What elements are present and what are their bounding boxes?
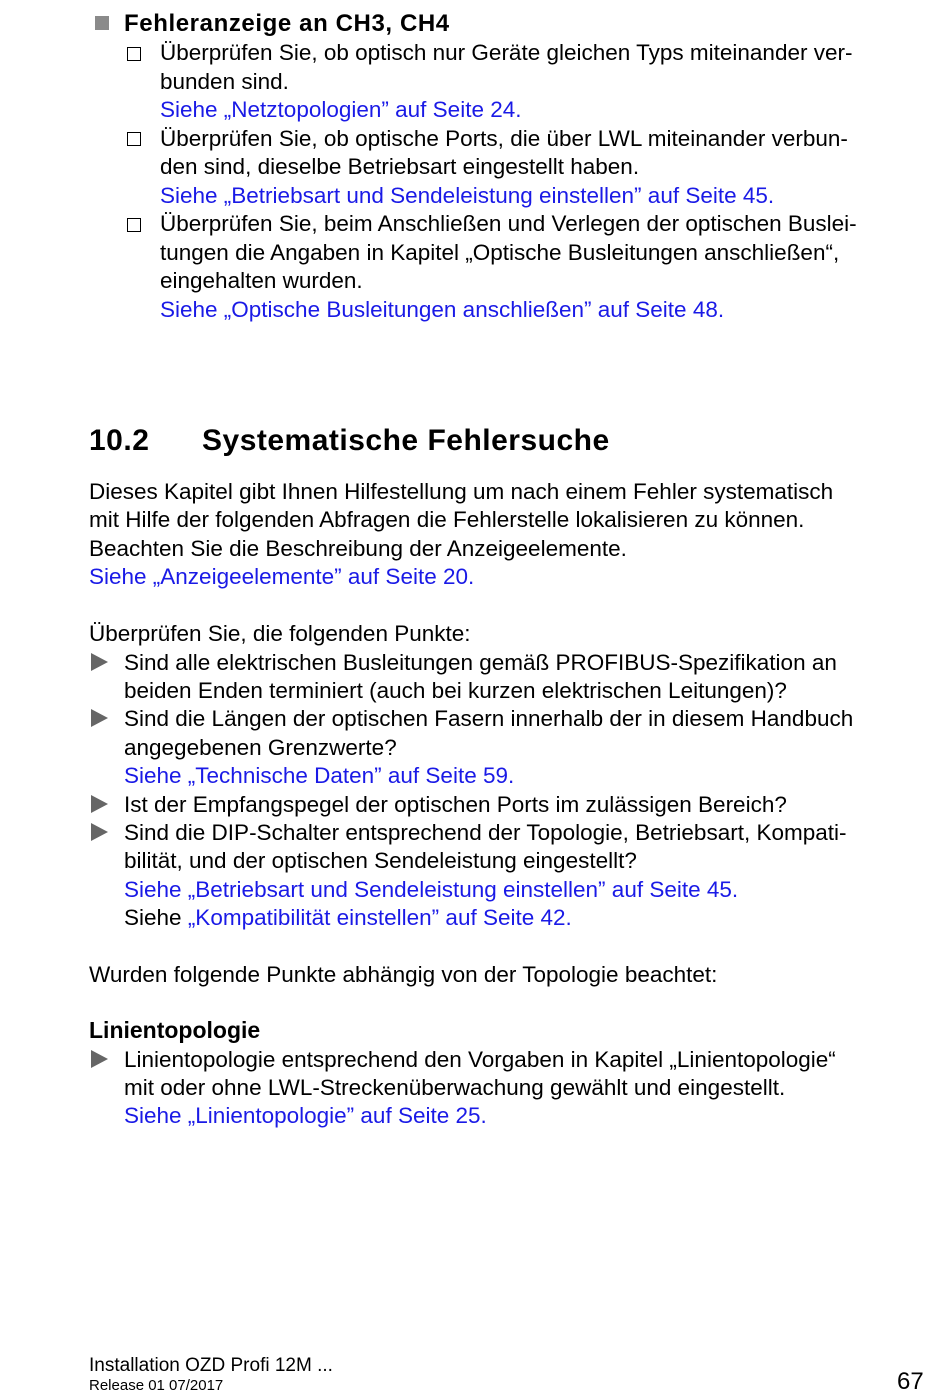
topology-question-text: Wurden folgende Punkte abhängig von der Topologie beachtet: xyxy=(89,962,718,987)
check-intro-text: Überprüfen Sie, die folgenden Punkte: xyxy=(89,621,471,646)
check-point-text: bilität, und der optischen Sendeleistung eingestellt? xyxy=(124,848,637,873)
cross-reference-line xyxy=(124,904,572,933)
cross-reference-link[interactable]: Siehe „Anzeigeelemente” auf Seite 20. xyxy=(89,564,475,589)
check-point-text: Sind alle elektrischen Busleitungen gemäß PROFIBUS-Spezifikation an xyxy=(124,650,837,675)
cross-reference-link[interactable]: Siehe „Betriebsart und Sendeleistung einstellen” auf Seite 45. xyxy=(124,877,739,902)
checkbox-icon xyxy=(127,47,141,61)
section-number: 10.2 xyxy=(89,424,150,457)
check-point-text: Linientopologie entsprechend den Vorgaben in Kapitel „Linientopologie“ xyxy=(124,1047,836,1072)
check-item-text: eingehalten wurden. xyxy=(160,268,363,293)
checkbox-icon xyxy=(127,132,141,146)
check-point-text: Ist der Empfangspegel der optischen Ports im zulässigen Bereich? xyxy=(124,792,787,817)
check-item-text: bunden sind. xyxy=(160,69,289,94)
checkbox-icon xyxy=(127,218,141,232)
arrow-bullet-icon xyxy=(91,709,108,727)
arrow-bullet-icon xyxy=(91,1050,108,1068)
cross-reference-link[interactable]: Siehe „Betriebsart und Sendeleistung einstellen” auf Seite 45. xyxy=(160,183,775,208)
check-point-text: beiden Enden terminiert (auch bei kurzen elektrischen Leitungen)? xyxy=(124,678,787,703)
check-point-text: Sind die DIP-Schalter entsprechend der Topologie, Betriebsart, Kompati- xyxy=(124,820,847,845)
cross-reference-link[interactable]: Siehe „Netztopologien” auf Seite 24. xyxy=(160,97,522,122)
heading-bullet-icon xyxy=(95,16,109,30)
cross-reference-link[interactable]: Siehe „Optische Busleitungen anschließen” auf Seite 48. xyxy=(160,297,725,322)
intro-paragraph-line: Beachten Sie die Beschreibung der Anzeigeelemente. xyxy=(89,536,627,561)
section-title: Systematische Fehlersuche xyxy=(202,424,610,457)
cross-reference-prefix: Siehe xyxy=(124,905,188,930)
cross-reference-link[interactable]: „Kompatibilität einstellen” auf Seite 42. xyxy=(187,905,572,930)
check-item-text: tungen die Angaben in Kapitel „Optische Busleitungen anschließen“, xyxy=(160,240,840,265)
check-item-text: Überprüfen Sie, beim Anschließen und Verlegen der optischen Buslei- xyxy=(160,211,857,236)
arrow-bullet-icon xyxy=(91,795,108,813)
section-heading-fehleranzeige: Fehleranzeige an CH3, CH4 xyxy=(124,10,450,37)
intro-paragraph-line: mit Hilfe der folgenden Abfragen die Fehlerstelle lokalisieren zu können. xyxy=(89,507,805,532)
cross-reference-link[interactable]: Siehe „Technische Daten” auf Seite 59. xyxy=(124,763,515,788)
intro-paragraph-line: Dieses Kapitel gibt Ihnen Hilfestellung um nach einem Fehler systematisch xyxy=(89,479,834,504)
check-point-text: angegebenen Grenzwerte? xyxy=(124,735,397,760)
check-item-text: Überprüfen Sie, ob optisch nur Geräte gleichen Typs miteinander ver- xyxy=(160,40,853,65)
check-item-text: den sind, dieselbe Betriebsart eingestellt haben. xyxy=(160,154,640,179)
check-point-text: mit oder ohne LWL-Streckenüberwachung gewählt und eingestellt. xyxy=(124,1075,786,1100)
check-item-text: Überprüfen Sie, ob optische Ports, die über LWL miteinander verbun- xyxy=(160,126,848,151)
page-number: 67 xyxy=(897,1368,924,1395)
arrow-bullet-icon xyxy=(91,653,108,671)
footer-doc-title: Installation OZD Profi 12M ... xyxy=(89,1355,333,1376)
cross-reference-link[interactable]: Siehe „Linientopologie” auf Seite 25. xyxy=(124,1103,487,1128)
arrow-bullet-icon xyxy=(91,823,108,841)
footer-release: Release 01 07/2017 xyxy=(89,1377,224,1394)
check-point-text: Sind die Längen der optischen Fasern innerhalb der in diesem Handbuch xyxy=(124,706,854,731)
subheading-linientopologie: Linientopologie xyxy=(89,1017,261,1043)
